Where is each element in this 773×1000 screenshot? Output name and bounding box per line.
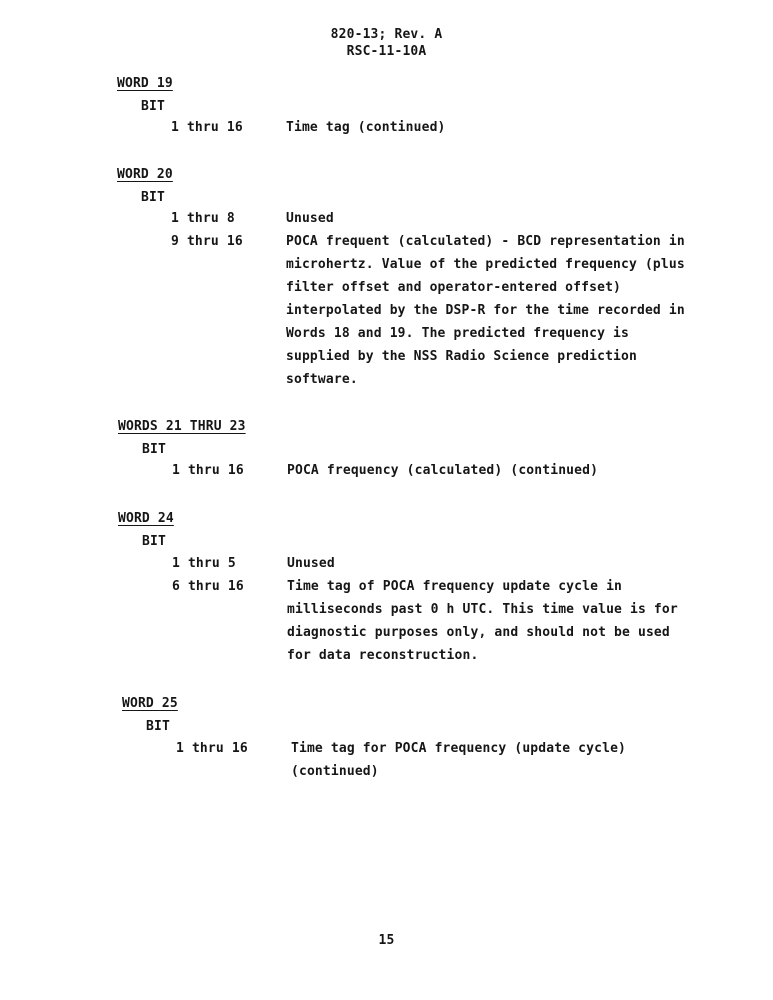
section-title-word-24: WORD 24 [118, 511, 174, 526]
description-line: filter offset and operator-entered offset) [286, 280, 622, 295]
description-line: POCA frequent (calculated) - BCD representation in [286, 234, 685, 249]
description-line: Words 18 and 19. The predicted frequency is [286, 326, 629, 341]
bit-label: BIT [142, 442, 166, 457]
description-line: diagnostic purposes only, and should not be used [287, 625, 670, 640]
bit-range: 1 thru 16 [176, 741, 248, 756]
bit-description [287, 575, 678, 667]
bit-range: 1 thru 8 [171, 211, 235, 226]
document-number: 820-13; Rev. A [330, 27, 443, 42]
bit-description [286, 230, 685, 391]
section-title-word-20: WORD 20 [117, 167, 173, 182]
description-line: POCA frequency (calculated) (continued) [287, 463, 599, 478]
description-line: Time tag (continued) [286, 120, 446, 135]
description-line: for data reconstruction. [287, 648, 479, 663]
description-line: (continued) [291, 764, 379, 779]
bit-range: 1 thru 5 [172, 556, 236, 571]
description-line: microhertz. Value of the predicted frequency (plus [286, 257, 685, 272]
bit-range: 6 thru 16 [172, 579, 244, 594]
section-title-words-21-thru-23: WORDS 21 THRU 23 [118, 419, 246, 434]
bit-label: BIT [146, 719, 170, 734]
bit-label: BIT [141, 99, 165, 114]
description-line: supplied by the NSS Radio Science prediction [286, 349, 637, 364]
description-line: Time tag of POCA frequency update cycle in [287, 579, 623, 594]
bit-range: 1 thru 16 [171, 120, 243, 135]
page-header [0, 26, 773, 60]
description-line: software. [286, 372, 358, 387]
bit-description [287, 459, 598, 482]
bit-description [287, 552, 335, 575]
description-line: milliseconds past 0 h UTC. This time value is for [287, 602, 678, 617]
section-title-word-19: WORD 19 [117, 76, 173, 91]
bit-description [286, 207, 334, 230]
bit-label: BIT [141, 190, 165, 205]
page-number: 15 [378, 933, 395, 948]
document-subnumber: RSC-11-10A [346, 44, 427, 59]
bit-range: 1 thru 16 [172, 463, 244, 478]
bit-description [286, 116, 446, 139]
bit-description [291, 737, 626, 783]
bit-label: BIT [142, 534, 166, 549]
description-line: Unused [287, 556, 335, 571]
description-line: Time tag for POCA frequency (update cycle) [291, 741, 627, 756]
bit-range: 9 thru 16 [171, 234, 243, 249]
description-line: interpolated by the DSP-R for the time recorded in [286, 303, 685, 318]
section-title-word-25: WORD 25 [122, 696, 178, 711]
description-line: Unused [286, 211, 334, 226]
